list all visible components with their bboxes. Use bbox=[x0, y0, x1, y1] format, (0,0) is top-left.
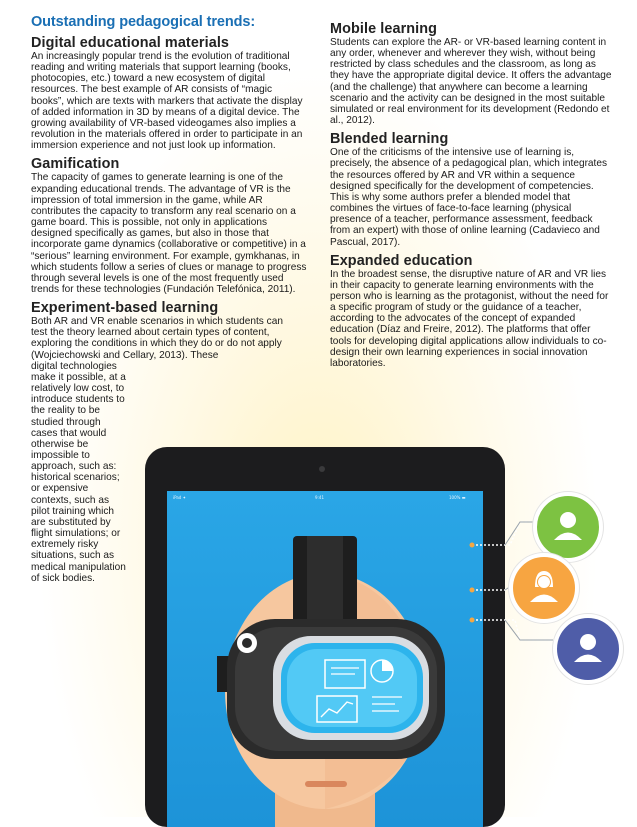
student-avatar-green bbox=[533, 492, 603, 562]
student-avatar-orange bbox=[509, 553, 579, 623]
student-avatar-purple bbox=[553, 614, 623, 684]
section-heading: Expanded education bbox=[330, 252, 473, 269]
status-carrier: iPad ✦ bbox=[173, 495, 186, 500]
section-heading: Blended learning bbox=[330, 131, 449, 148]
status-battery: 100% ▬ bbox=[449, 495, 466, 500]
user-icon bbox=[537, 496, 599, 558]
section-body: Both AR and VR enable scenarios in which students can test the theory learned about certain types of content, exploring the conditions in which they do or do not apply (Wojciechowski and Cellary, 2013). These bbox=[31, 316, 283, 361]
user-icon bbox=[557, 618, 619, 680]
section-heading: Gamification bbox=[31, 156, 120, 173]
user-female-icon bbox=[513, 557, 575, 619]
section-heading: Experiment-based learning bbox=[31, 300, 219, 317]
section-heading: Digital educational materials bbox=[31, 35, 230, 51]
section-body: One of the criticisms of the intensive use of learning is, precisely, the absence of a pedagogical plan, which integrates the resources offered by AR and VR within a sequence designed specifically for the development of competencies. This is why some authors prefer a blended model that combines the virtues of face-to-face learning (physical presence of a teacher, performance assessment, feedback from an expert) with those of online learning (Cadavieco and Pascual, 2017). bbox=[330, 147, 608, 248]
section-body: Students can explore the AR- or VR-based learning content in any order, whenever and wherever they wish, without being restricted by class schedules and the classroom, as long as they have the appropriate digital device. It offers the advantage (and the challenge) that anywhere can become a learning scenario and the activity can be designed in the most suitable simulated or real environment for its development (Redondo et al., 2012). bbox=[330, 37, 612, 127]
section-body-wrapped: digital technologies make it possible, at a relatively low cost, to introduce students to the reality to be studied through cases that would otherwise be impossible to approach, such as: historical scenarios; or expensive contexts, such as pilot training which are substituted by flight simulations; or extremely risky situations, such as medical manipulation of sick bodies. bbox=[31, 360, 126, 584]
status-time: 9:41 bbox=[315, 495, 324, 500]
page-title: Outstanding pedagogical trends: bbox=[31, 14, 256, 30]
section-heading: Mobile learning bbox=[330, 21, 438, 37]
section-body: The capacity of games to generate learning is one of the expanding educational trends. The advantage of VR is the impression of total immersion in the game, while AR contributes the capacity to transform any real scenario on a game board. This is possible, not only in applications designed specifically as games, but also in those that incorporate game dynamics (collaborative or competitive) in a “serious” learning environment. For example, gymkhanas, in which students follow a series of clues or manage to progress through several levels is one of the most frequently used trends for these technologies (Fundación Telefónica, 2011). bbox=[31, 172, 307, 295]
section-body: In the broadest sense, the disruptive nature of AR and VR lies in their capacity to generate learning environments with the person who is learning as the protagonist, without the need for a specific program of study or the guidance of a teacher, according to the advocates of the concept of expanded education (Díaz and Freire, 2012). The platforms that offer tools for developing digital applications allow individuals to co-design their own learning experiences in social innovation laboratories. bbox=[330, 268, 609, 369]
section-body: An increasingly popular trend is the evolution of traditional reading and writing materials that support learning (books, photocopies, etc.) toward a new ecosystem of digital resources. The best example of AR consists of “magic books”, which are texts with markers that activate the display of added information in 3D by means of a digital device. The growing availability of VR-based videogames also implies a revolution in the materials offered in order to participate in an immersion experience and not just look up information. bbox=[31, 51, 303, 152]
